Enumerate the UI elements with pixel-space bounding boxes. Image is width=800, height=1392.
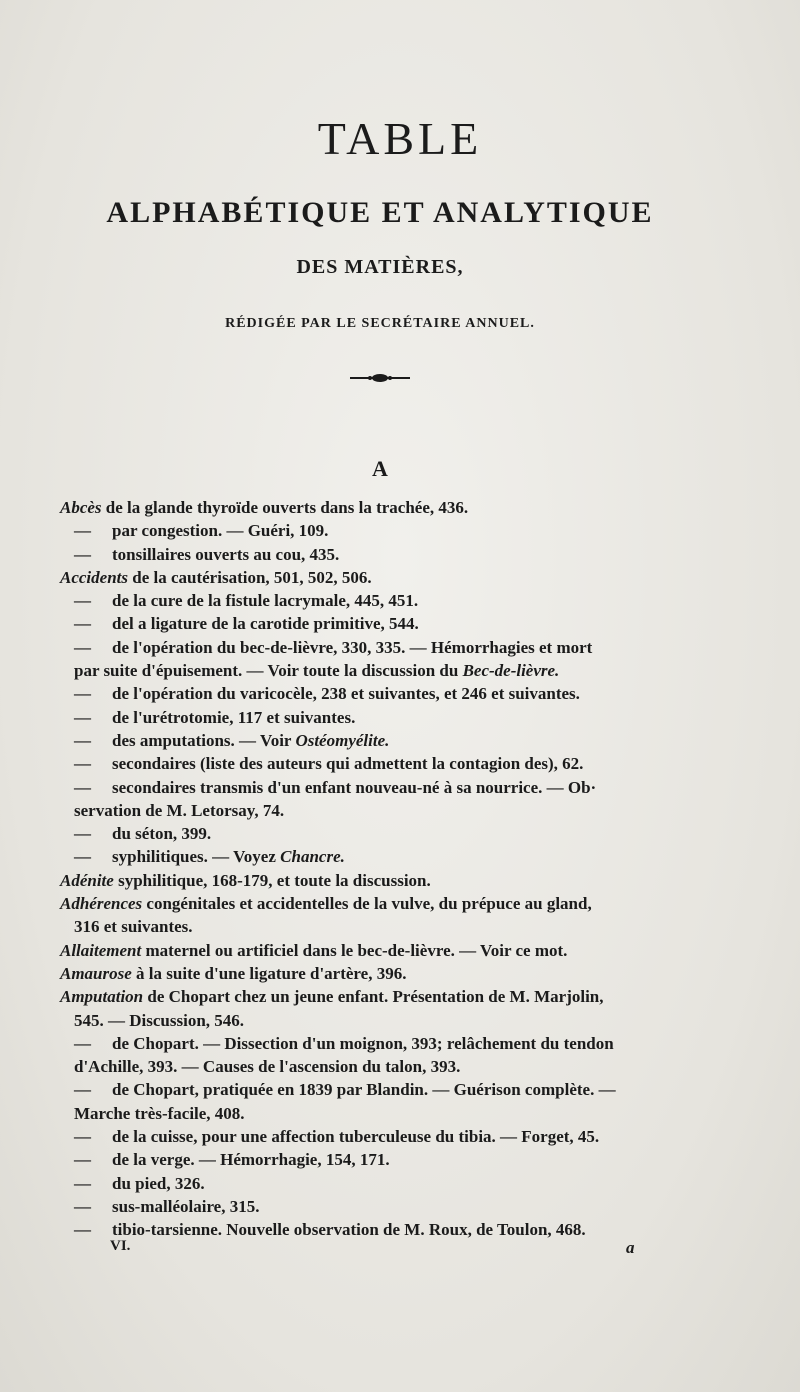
- entry-dash: —: [74, 1080, 91, 1100]
- index-entry: [60, 869, 710, 892]
- entry-text: du séton, 399.: [112, 824, 212, 844]
- entry-dash: —: [74, 591, 91, 611]
- entry-term: Amputation: [60, 987, 144, 1007]
- signature-letter: a: [626, 1238, 635, 1257]
- entry-dash: —: [74, 730, 91, 750]
- entry-crossref: Chancre.: [280, 847, 345, 867]
- entry-dash: —: [74, 1173, 91, 1193]
- entry-text: 316 et suivantes.: [74, 917, 193, 937]
- section-letter: A: [372, 456, 388, 481]
- index-entry: [60, 939, 710, 962]
- index-entry: [60, 915, 710, 938]
- index-entry: [60, 519, 710, 542]
- ornament-divider-icon: [348, 372, 412, 384]
- entry-text: sus-malléolaire, 315.: [112, 1196, 260, 1216]
- entry-dash: —: [74, 847, 91, 867]
- index-entry: [60, 1009, 710, 1032]
- index-entry: [60, 1172, 710, 1195]
- entry-crossref: Ostéomyélite.: [295, 730, 390, 750]
- index-entry: [60, 892, 710, 915]
- index-entry: [60, 543, 710, 566]
- index-entry: [60, 1218, 710, 1241]
- index-entry: [60, 1055, 710, 1078]
- index-entry: [60, 589, 710, 612]
- entry-text: de la verge. — Hémorrhagie, 154, 171.: [112, 1150, 390, 1170]
- entry-dash: —: [74, 1033, 91, 1053]
- index-entry: [60, 845, 710, 868]
- entry-text: de l'opération du bec-de-lièvre, 330, 335. — Hémorrhagies et mort: [112, 637, 593, 657]
- entry-text: secondaires transmis d'un enfant nouveau-né à sa nourrice. — Ob·: [112, 777, 597, 797]
- index-entry: [60, 752, 710, 775]
- entry-term: Abcès: [60, 498, 102, 517]
- index-entries: [60, 496, 710, 1242]
- entry-text: de Chopart, pratiquée en 1839 par Blandin. — Guérison complète. —: [112, 1080, 616, 1100]
- entry-dash: —: [74, 684, 91, 704]
- entry-text: secondaires (liste des auteurs qui admettent la contagion des), 62.: [112, 754, 584, 774]
- entry-text: tibio-tarsienne. Nouvelle observation de M. Roux, de Toulon, 468.: [112, 1220, 586, 1240]
- entry-text: de la glande thyroïde ouverts dans la trachée, 436.: [101, 498, 469, 517]
- entry-dash: —: [74, 707, 91, 727]
- entry-text: servation de M. Letorsay, 74.: [74, 800, 285, 820]
- entry-dash: —: [74, 824, 91, 844]
- entry-text: de la cure de la fistule lacrymale, 445, 451.: [112, 591, 419, 611]
- index-entry: [60, 1125, 710, 1148]
- entry-dash: —: [74, 1220, 91, 1240]
- entry-dash: —: [74, 1196, 91, 1216]
- entry-dash: —: [74, 777, 91, 797]
- entry-dash: —: [74, 1127, 91, 1147]
- index-entry: [60, 636, 710, 659]
- entry-text: maternel ou artificiel dans le bec-de-lièvre. — Voir ce mot.: [141, 940, 568, 960]
- entry-dash: —: [74, 1150, 91, 1170]
- index-entry: [60, 799, 710, 822]
- page-subtitle: ALPHABÉTIQUE ET ANALYTIQUE: [106, 196, 654, 229]
- entry-text: des amputations. — Voir: [112, 730, 296, 750]
- entry-text: par congestion. — Guéri, 109.: [112, 521, 329, 541]
- index-entry: [60, 1148, 710, 1171]
- entry-dash: —: [74, 544, 91, 564]
- entry-text: 545. — Discussion, 546.: [74, 1010, 245, 1030]
- entry-crossref: Bec-de-lièvre.: [462, 661, 560, 681]
- entry-dash: —: [74, 614, 91, 634]
- entry-term: Allaitement: [60, 940, 142, 960]
- entry-term: Accidents: [60, 567, 128, 587]
- entry-term: Adénite: [60, 870, 114, 890]
- index-entry: [60, 776, 710, 799]
- entry-text: del a ligature de la carotide primitive, 544.: [112, 614, 419, 634]
- index-entry: [60, 566, 710, 589]
- entry-text: congénitales et accidentelles de la vulve, du prépuce au gland,: [142, 894, 592, 914]
- entry-text: du pied, 326.: [112, 1173, 205, 1193]
- entry-text: syphilitiques. — Voyez: [112, 847, 281, 867]
- index-entry: [60, 659, 710, 682]
- entry-text: Marche très-facile, 408.: [74, 1103, 245, 1123]
- entry-text: d'Achille, 393. — Causes de l'ascension du talon, 393.: [74, 1057, 461, 1077]
- entry-term: Adhérences: [60, 894, 143, 914]
- entry-text: de Chopart chez un jeune enfant. Présentation de M. Marjolin,: [143, 987, 604, 1007]
- index-entry: [60, 729, 710, 752]
- byline: RÉDIGÉE PAR LE SECRÉTAIRE ANNUEL.: [225, 316, 535, 331]
- index-entry: [60, 706, 710, 729]
- entry-text: à la suite d'une ligature d'artère, 396.: [131, 963, 407, 983]
- entry-dash: —: [74, 521, 91, 541]
- entry-dash: —: [74, 754, 91, 774]
- entry-term: Amaurose: [60, 963, 132, 983]
- entry-text: par suite d'épuisement. — Voir toute la discussion du: [74, 661, 463, 681]
- signature-mark: VI.: [110, 1238, 131, 1254]
- page-title: TABLE: [317, 113, 483, 164]
- index-entry: [60, 612, 710, 635]
- index-entry: [60, 1195, 710, 1218]
- entry-dash: —: [74, 637, 91, 657]
- index-entry: [60, 496, 710, 519]
- entry-text: tonsillaires ouverts au cou, 435.: [112, 544, 340, 564]
- entry-text: syphilitique, 168-179, et toute la discussion.: [113, 870, 431, 890]
- entry-text: de la cautérisation, 501, 502, 506.: [128, 567, 372, 587]
- index-entry: [60, 682, 710, 705]
- entry-text: de Chopart. — Dissection d'un moignon, 393; relâchement du tendon: [112, 1033, 614, 1053]
- entry-text: de l'urétrotomie, 117 et suivantes.: [112, 707, 356, 727]
- entry-text: de l'opération du varicocèle, 238 et suivantes, et 246 et suivantes.: [112, 684, 580, 704]
- index-entry: [60, 1102, 710, 1125]
- index-entry: [60, 985, 710, 1008]
- index-entry: [60, 1078, 710, 1101]
- entry-text: de la cuisse, pour une affection tuberculeuse du tibia. — Forget, 45.: [112, 1127, 600, 1147]
- page-subtitle-2: DES MATIÈRES,: [296, 256, 464, 278]
- index-entry: [60, 962, 710, 985]
- index-entry: [60, 1032, 710, 1055]
- index-entry: [60, 822, 710, 845]
